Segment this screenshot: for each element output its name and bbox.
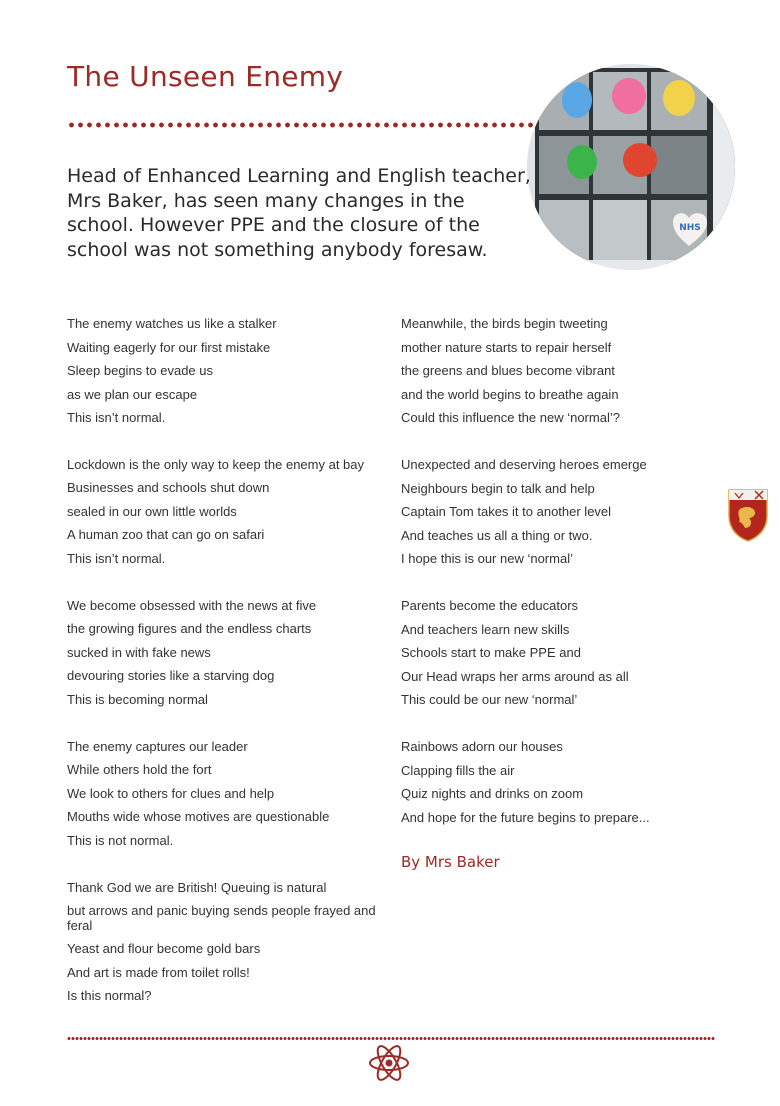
poem-line: the greens and blues become vibrant bbox=[401, 363, 615, 378]
poem-line: Sleep begins to evade us bbox=[67, 363, 213, 378]
poem-line: and the world begins to breathe again bbox=[401, 386, 619, 402]
poem-line: I hope this is our new ‘normal’ bbox=[401, 551, 573, 566]
poem-line: And teachers learn new skills bbox=[401, 621, 570, 637]
blue-balloon bbox=[562, 82, 592, 118]
red-balloon bbox=[623, 143, 657, 177]
poem-stanza bbox=[67, 735, 377, 853]
poem-line: Rainbows adorn our houses bbox=[401, 739, 563, 754]
poem-line: Lockdown is the only way to keep the enemy at bay bbox=[67, 457, 365, 472]
poem-line: Quiz nights and drinks on zoom bbox=[401, 786, 584, 801]
poem-line: And art is made from toilet rolls! bbox=[67, 964, 250, 980]
poem-line: Captain Tom takes it to another level bbox=[401, 504, 612, 519]
poem-stanza bbox=[401, 312, 701, 430]
footer-divider bbox=[67, 1036, 715, 1041]
poem-line: Neighbours begin to talk and help bbox=[401, 480, 595, 496]
poem-line: While others hold the fort bbox=[67, 762, 212, 777]
poem-line: This isn’t normal. bbox=[67, 550, 166, 566]
poem-line: This could be our new ‘normal’ bbox=[401, 692, 578, 707]
poem-right-column bbox=[401, 312, 701, 871]
poem-line: Businesses and schools shut down bbox=[67, 480, 270, 495]
poem-stanza bbox=[67, 312, 377, 430]
poem-line: Could this influence the new ‘normal’? bbox=[401, 410, 620, 425]
poem-line: Waiting eagerly for our first mistake bbox=[67, 339, 271, 355]
poem-line: devouring stories like a starving dog bbox=[67, 668, 275, 683]
poem-line: sealed in our own little worlds bbox=[67, 503, 237, 519]
title-divider bbox=[67, 121, 537, 129]
page-title: The Unseen Enemy bbox=[67, 60, 344, 93]
poem-line: Clapping fills the air bbox=[401, 762, 515, 778]
poem-line: This isn’t normal. bbox=[67, 410, 166, 425]
poem-stanza bbox=[401, 453, 701, 571]
poem-line: Parents become the educators bbox=[401, 598, 579, 613]
poem-line: as we plan our escape bbox=[67, 386, 198, 402]
poem-stanza bbox=[401, 735, 701, 829]
poem-line: Our Head wraps her arms around as all bbox=[401, 668, 629, 684]
poem-stanza bbox=[67, 453, 377, 570]
nhs-sign: NHS bbox=[679, 223, 701, 233]
poem-line: Yeast and flour become gold bars bbox=[67, 941, 261, 956]
poem-line: Thank God we are British! Queuing is natural bbox=[67, 879, 327, 895]
poem-line: Schools start to make PPE and bbox=[401, 645, 581, 660]
poem-line: Unexpected and deserving heroes emerge bbox=[401, 457, 647, 472]
pink-balloon bbox=[612, 78, 646, 114]
poem-stanza bbox=[401, 594, 701, 712]
balloon-window-photo bbox=[527, 64, 735, 270]
poem-line: We become obsessed with the news at five bbox=[67, 597, 317, 613]
poem-stanza bbox=[67, 594, 377, 712]
poem-line: And teaches us all a thing or two. bbox=[401, 527, 593, 543]
poem-line: This is becoming normal bbox=[67, 691, 208, 707]
poem-line: Is this normal? bbox=[67, 988, 152, 1003]
poem-line: The enemy captures our leader bbox=[67, 738, 248, 754]
school-crest-icon bbox=[727, 488, 769, 542]
poem-stanza bbox=[67, 876, 377, 1008]
poem-line: This is not normal. bbox=[67, 832, 174, 848]
poem-line: the growing figures and the endless charts bbox=[67, 621, 312, 636]
author-byline: By Mrs Baker bbox=[401, 852, 500, 871]
poem-line: sucked in with fake news bbox=[67, 644, 211, 660]
poem-line: Mouths wide whose motives are questionable bbox=[67, 809, 330, 824]
poem-line: A human zoo that can go on safari bbox=[67, 527, 265, 542]
poem-line: Meanwhile, the birds begin tweeting bbox=[401, 316, 608, 331]
poem-line: And hope for the future begins to prepare... bbox=[401, 809, 650, 825]
poem-line: We look to others for clues and help bbox=[67, 785, 275, 801]
poem-line: The enemy watches us like a stalker bbox=[67, 316, 277, 331]
poem-left-column bbox=[67, 312, 377, 1031]
intro-paragraph: Head of Enhanced Learning and English teacher, Mrs Baker, has seen many changes in the school. However PPE and the closure of the school was not something anybody foresaw. bbox=[67, 165, 531, 261]
poem-line: mother nature starts to repair herself bbox=[401, 339, 612, 355]
poem-line: but arrows and panic buying sends people frayed and feral bbox=[67, 903, 376, 933]
yellow-balloon bbox=[663, 80, 695, 116]
green-balloon bbox=[567, 145, 597, 179]
atom-icon bbox=[368, 1042, 410, 1084]
